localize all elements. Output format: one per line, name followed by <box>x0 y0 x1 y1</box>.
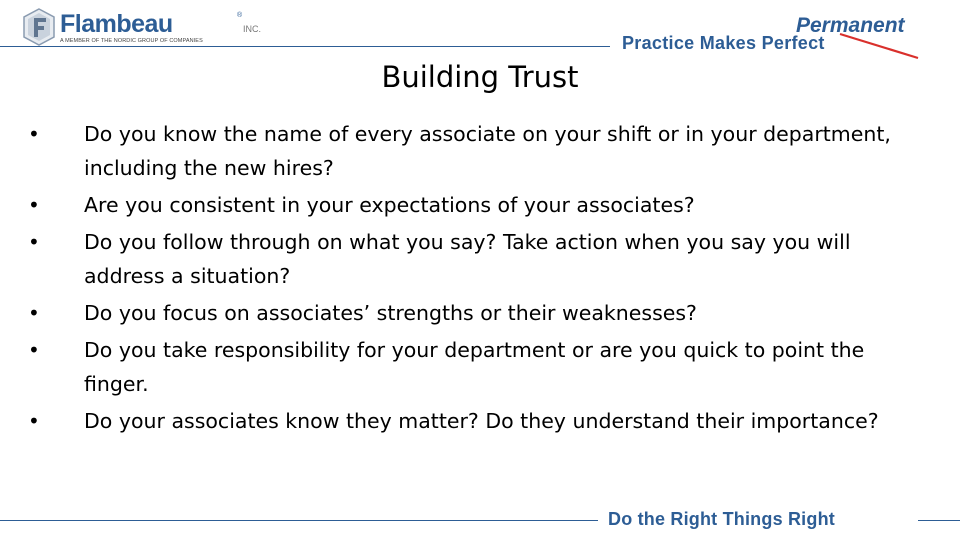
company-logo <box>22 8 262 48</box>
registered-mark: ® <box>237 12 243 19</box>
bullet-item <box>28 117 908 185</box>
bullet-dot: • <box>28 122 40 146</box>
bullet-dot: • <box>28 409 40 433</box>
bullet-dot: • <box>28 338 40 362</box>
bullet-dot: • <box>28 193 40 217</box>
bullet-dot: • <box>28 301 40 325</box>
bullet-text: Do you follow through on what you say? Take action when you say you will address a situation? <box>84 230 851 288</box>
slogan-phrase: Practice Makes Perfect <box>622 33 825 53</box>
bullet-text: Do your associates know they matter? Do they understand their importance? <box>84 409 879 433</box>
bullet-text: Do you know the name of every associate on your shift or in your department, including the new hires? <box>84 122 891 180</box>
header-divider <box>0 46 610 47</box>
slide-title: Building Trust <box>381 60 579 94</box>
bullet-list <box>28 117 908 441</box>
bullet-item <box>28 404 908 438</box>
logo-suffix: INC. <box>243 24 261 34</box>
bullet-text: Are you consistent in your expectations of your associates? <box>84 193 695 217</box>
bullet-text: Do you focus on associates’ strengths or their weaknesses? <box>84 301 697 325</box>
logo-name: Flambeau <box>60 10 173 38</box>
bullet-item <box>28 333 908 401</box>
strikethrough-mark <box>836 28 926 62</box>
slogan-replacement-word: Permanent <box>796 14 905 37</box>
bullet-item <box>28 296 908 330</box>
bullet-item <box>28 188 908 222</box>
bullet-item <box>28 225 908 293</box>
logo-tagline: A MEMBER OF THE NORDIC GROUP OF COMPANIES <box>60 38 203 44</box>
flambeau-f-logo-icon <box>22 8 56 46</box>
bullet-dot: • <box>28 230 40 254</box>
footer-divider-right <box>918 520 960 521</box>
footer-slogan: Do the Right Things Right <box>608 509 835 529</box>
footer-divider-left <box>0 520 598 521</box>
bullet-text: Do you take responsibility for your department or are you quick to point the finger. <box>84 338 865 396</box>
